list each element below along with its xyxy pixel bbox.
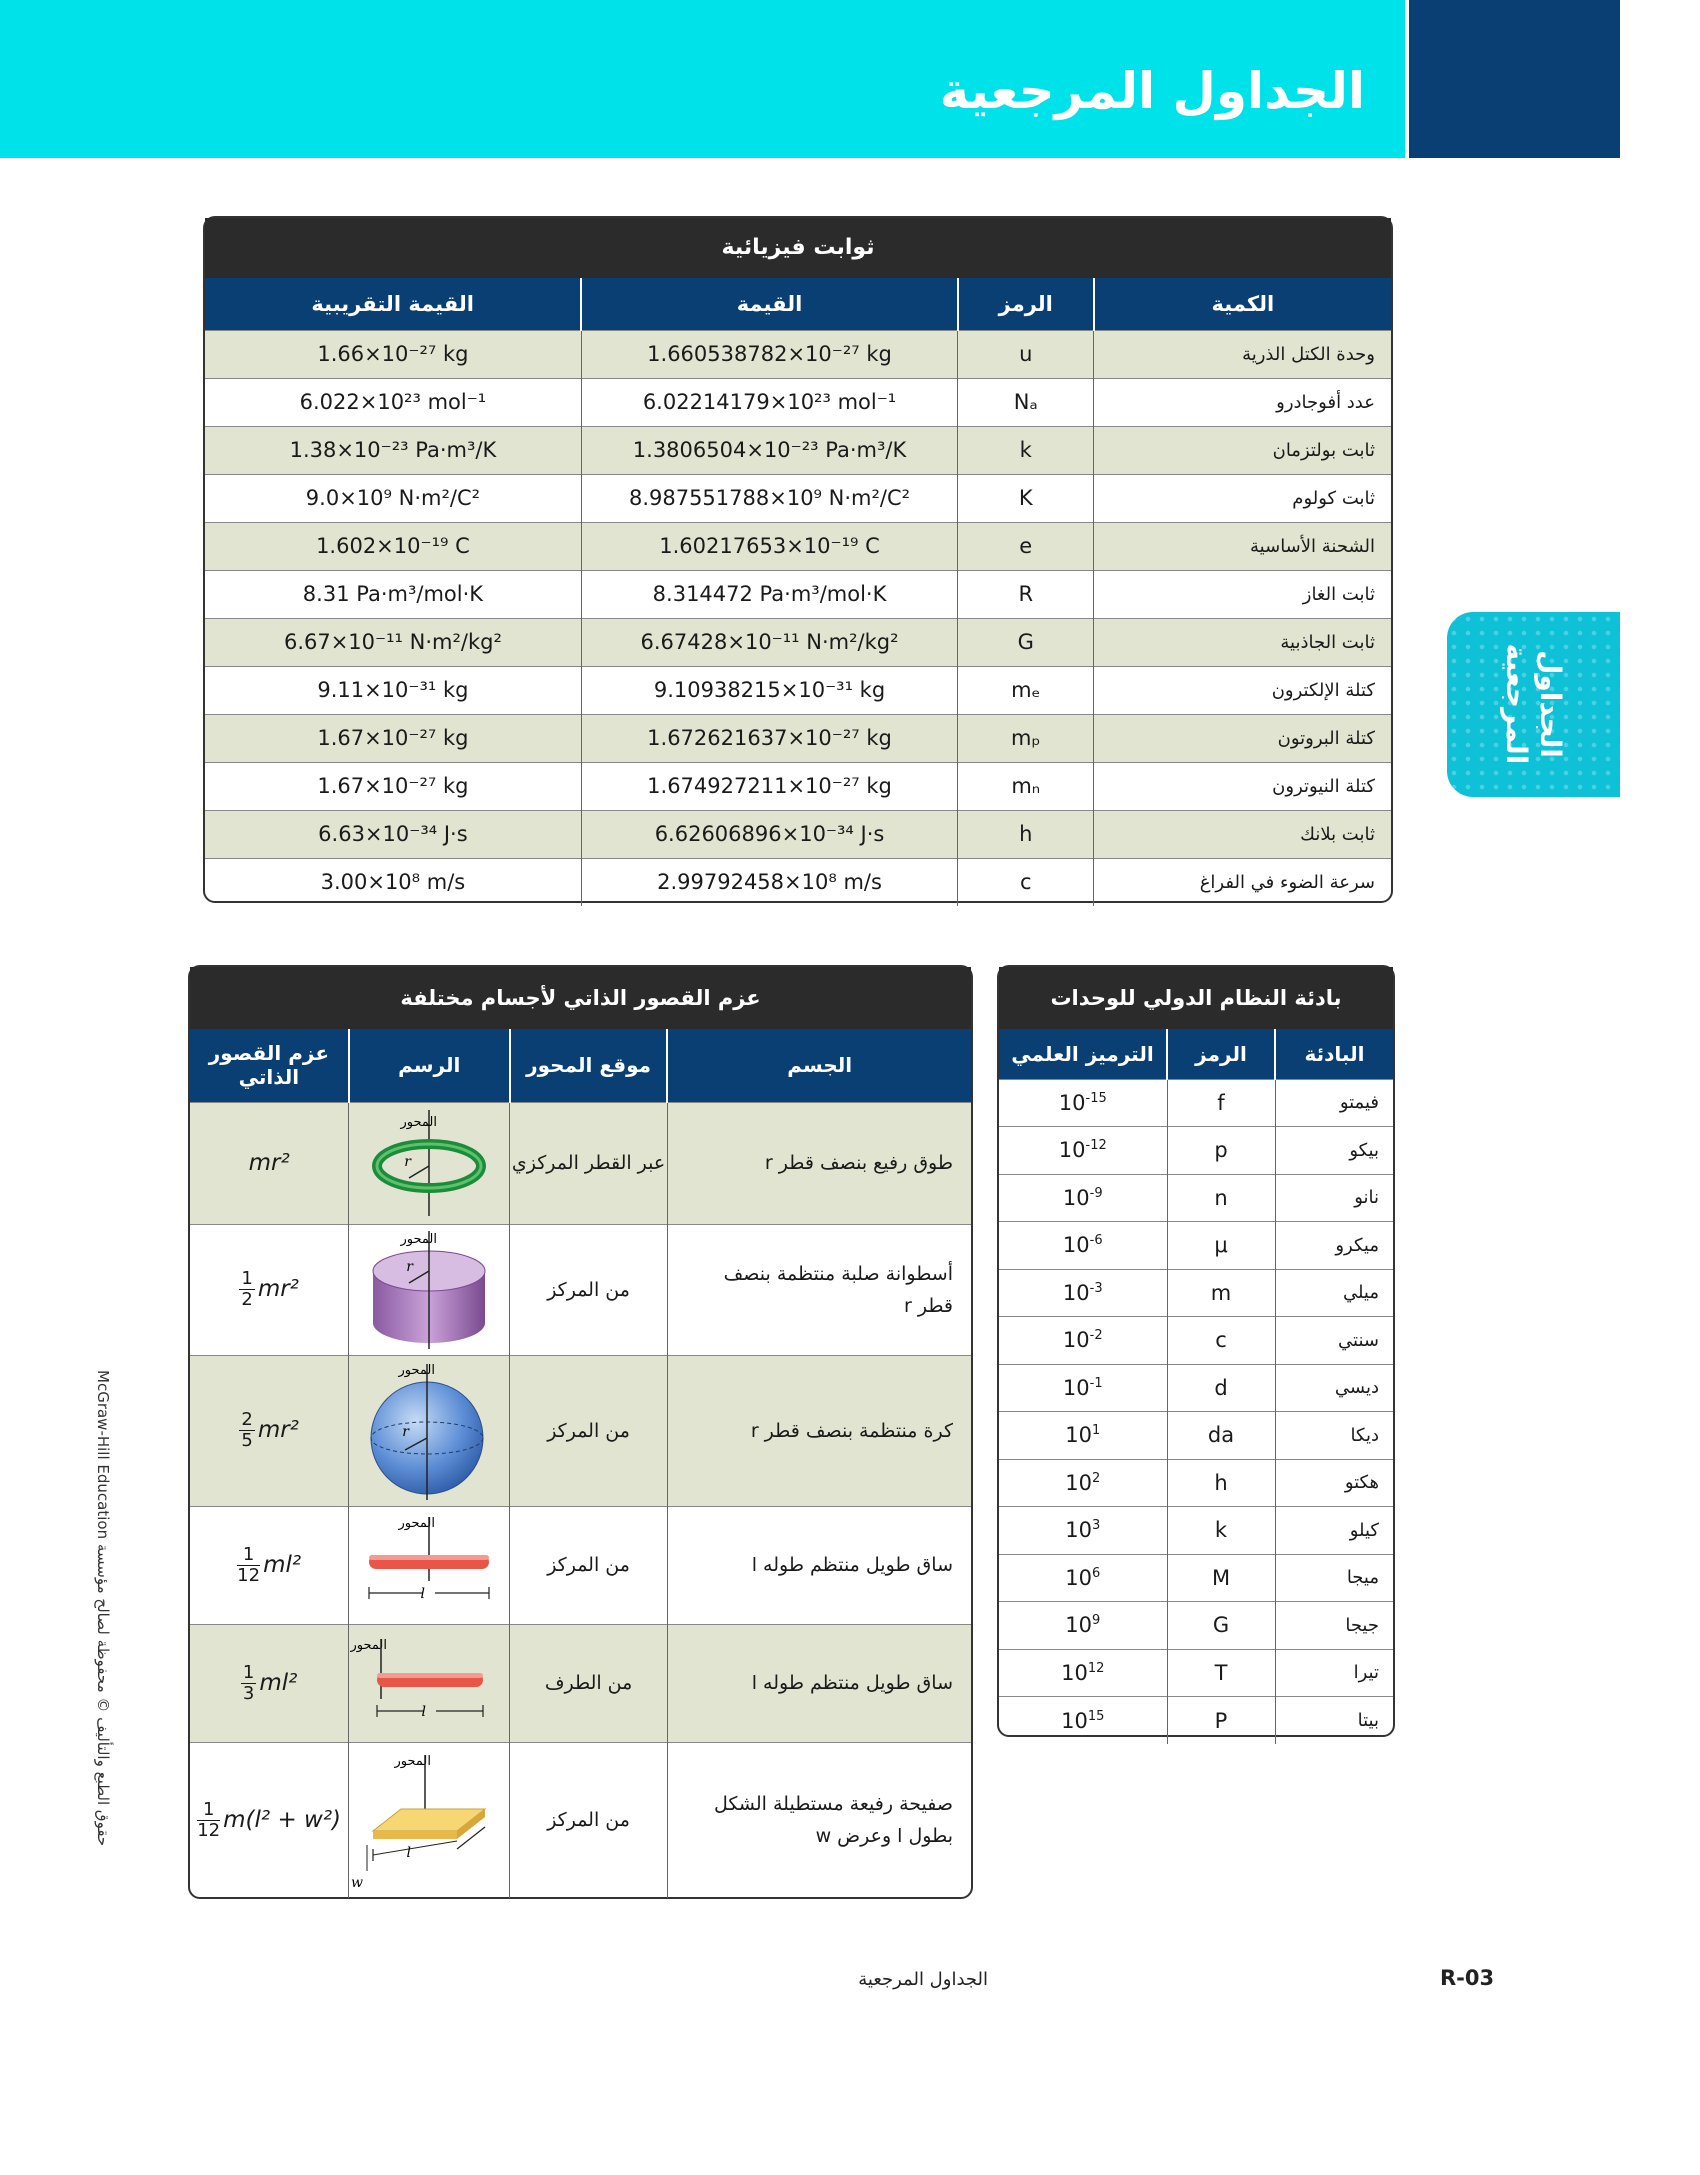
constant-row (205, 378, 1391, 426)
header-notation: الترميز العلمي (999, 1029, 1167, 1079)
constant-row (205, 522, 1391, 570)
axis-cell: من المركز (510, 1355, 668, 1506)
inertia-row (190, 1624, 971, 1742)
axis-cell: من المركز (510, 1224, 668, 1355)
value-cell: 8.314472 Pa·m³/mol·K (581, 570, 957, 618)
inertia-row (190, 1742, 971, 1898)
drawing-cell (349, 1624, 510, 1742)
prefix-name-cell: بيكو (1275, 1127, 1393, 1175)
symbol-cell: u (958, 330, 1094, 378)
fraction-num: 1 (242, 1661, 255, 1683)
cylinder-drawing (359, 1227, 499, 1353)
prefix-symbol-cell: m (1167, 1269, 1275, 1317)
notation-exponent: 9 (1091, 1613, 1101, 1629)
approx-cell: 1.67×10⁻²⁷ kg (205, 714, 581, 762)
prefix-row (999, 1364, 1393, 1412)
prefix-symbol-cell: G (1167, 1602, 1275, 1650)
prefix-name-cell: كيلو (1275, 1507, 1393, 1555)
inertia-row (190, 1506, 971, 1624)
prefix-row (999, 1649, 1393, 1697)
quantity-cell: ثابت الغاز (1094, 570, 1391, 618)
constant-row (205, 810, 1391, 858)
quantity-cell: الشحنة الأساسية (1094, 522, 1391, 570)
quantity-cell: ثابت كولوم (1094, 474, 1391, 522)
section-tab-line-2: المرجعية (1500, 643, 1533, 765)
quantity-cell: كتلة الإلكترون (1094, 666, 1391, 714)
length-label: l (420, 1586, 426, 1602)
notation-exponent: 15 (1087, 1708, 1105, 1724)
drawing-cell (349, 1355, 510, 1506)
page-number: R-03 (1440, 1966, 1495, 1990)
prefix-name-cell: فيمتو (1275, 1079, 1393, 1127)
object-cell: ساق طويل منتظم طوله l (667, 1506, 971, 1624)
symbol-cell: h (958, 810, 1094, 858)
value-cell: 1.672621637×10⁻²⁷ kg (581, 714, 957, 762)
notation-exponent: 1 (1091, 1423, 1101, 1439)
value-cell: 1.60217653×10⁻¹⁹ C (581, 522, 957, 570)
drawing-cell (349, 1506, 510, 1624)
prefix-name-cell: بيتا (1275, 1697, 1393, 1745)
length-label: l (421, 1704, 427, 1720)
approx-cell: 1.66×10⁻²⁷ kg (205, 330, 581, 378)
prefix-name-cell: نانو (1275, 1174, 1393, 1222)
notation-base: 10 (1065, 1470, 1092, 1495)
value-cell: 8.987551788×10⁹ N·m²/C² (581, 474, 957, 522)
axis-label: المحور (400, 1115, 438, 1130)
axis-label: المحور (394, 1754, 432, 1770)
section-tab[interactable] (1447, 612, 1620, 797)
axis-cell: من المركز (510, 1742, 668, 1898)
notation-base: 10 (1058, 1138, 1086, 1163)
constant-row (205, 858, 1391, 906)
prefix-symbol-cell: f (1167, 1079, 1275, 1127)
prefix-symbol-cell: k (1167, 1507, 1275, 1555)
notation-exponent: 3 (1091, 1518, 1101, 1534)
value-cell: 1.674927211×10⁻²⁷ kg (581, 762, 957, 810)
radius-label: r (406, 1258, 414, 1275)
fraction-den: 12 (197, 1819, 221, 1841)
constant-row (205, 426, 1391, 474)
approx-cell: 1.602×10⁻¹⁹ C (205, 522, 581, 570)
notation-base: 10 (1062, 1328, 1090, 1353)
footer-label: الجداول المرجعية (858, 1969, 988, 1990)
axis-label: المحور (350, 1638, 388, 1653)
prefix-row (999, 1697, 1393, 1745)
prefix-row (999, 1412, 1393, 1460)
symbol-cell: R (958, 570, 1094, 618)
notation-exponent: -1 (1089, 1375, 1103, 1391)
prefix-row (999, 1554, 1393, 1602)
moment-cell (190, 1742, 349, 1898)
fraction-den: 3 (242, 1682, 255, 1704)
prefix-name-cell: جيجا (1275, 1602, 1393, 1650)
moment-cell (190, 1355, 349, 1506)
prefix-row (999, 1507, 1393, 1555)
notation-exponent: -9 (1089, 1185, 1103, 1201)
notation-base: 10 (1062, 1185, 1090, 1210)
fraction (239, 1410, 254, 1451)
value-cell: 2.99792458×10⁸ m/s (581, 858, 957, 906)
notation-exponent: -2 (1089, 1328, 1103, 1344)
quantity-cell: عدد أفوجادرو (1094, 378, 1391, 426)
quantity-cell: كتلة البروتون (1094, 714, 1391, 762)
notation-cell (999, 1649, 1167, 1697)
constants-title: ثوابت فيزيائية (205, 218, 1391, 278)
constant-row (205, 714, 1391, 762)
header-approx: القيمة التقريبية (205, 278, 581, 330)
fraction-den: 12 (237, 1564, 261, 1586)
prefix-symbol-cell: P (1167, 1697, 1275, 1745)
prefix-row (999, 1602, 1393, 1650)
sphere-drawing (359, 1358, 499, 1504)
approx-cell: 1.38×10⁻²³ Pa·m³/K (205, 426, 581, 474)
fraction-num: 1 (197, 1800, 220, 1821)
notation-base: 10 (1061, 1708, 1088, 1733)
moment-cell (190, 1224, 349, 1355)
section-tab-line-1: الجداول (1534, 650, 1567, 758)
quantity-cell: وحدة الكتل الذرية (1094, 330, 1391, 378)
page-title: الجداول المرجعية (939, 62, 1365, 120)
notation-cell (999, 1697, 1167, 1745)
notation-cell (999, 1222, 1167, 1270)
constant-row (205, 570, 1391, 618)
notation-cell (999, 1459, 1167, 1507)
notation-exponent: -12 (1085, 1138, 1107, 1154)
approx-cell: 6.022×10²³ mol⁻¹ (205, 378, 581, 426)
approx-cell: 9.0×10⁹ N·m²/C² (205, 474, 581, 522)
notation-exponent: -3 (1089, 1280, 1103, 1296)
notation-base: 10 (1061, 1660, 1088, 1685)
quantity-cell: ثابت بولتزمان (1094, 426, 1391, 474)
header-moment: عزم القصور الذاتي (190, 1029, 349, 1102)
approx-cell: 9.11×10⁻³¹ kg (205, 666, 581, 714)
fraction (239, 1269, 254, 1310)
notation-cell (999, 1554, 1167, 1602)
fraction (241, 1663, 256, 1704)
value-cell: 1.660538782×10⁻²⁷ kg (581, 330, 957, 378)
value-cell: 6.62606896×10⁻³⁴ J·s (581, 810, 957, 858)
prefix-name-cell: تيرا (1275, 1649, 1393, 1697)
header-block (1409, 0, 1620, 158)
prefix-symbol-cell: μ (1167, 1222, 1275, 1270)
prefix-row (999, 1079, 1393, 1127)
constant-row (205, 762, 1391, 810)
prefixes-title: بادئة النظام الدولي للوحدات (999, 967, 1393, 1029)
prefix-symbol-cell: d (1167, 1364, 1275, 1412)
drawing-cell (349, 1102, 510, 1224)
object-cell: ساق طويل منتظم طوله l (667, 1624, 971, 1742)
constant-row (205, 474, 1391, 522)
fraction-num: 1 (241, 1268, 253, 1289)
notation-base: 10 (1058, 1090, 1086, 1115)
inertia-row (190, 1102, 971, 1224)
fraction-num: 2 (241, 1409, 253, 1430)
constant-row (205, 330, 1391, 378)
symbol-cell: k (958, 426, 1094, 474)
header-drawing: الرسم (349, 1029, 510, 1102)
header-object: الجسم (667, 1029, 971, 1102)
drawing-cell (349, 1742, 510, 1898)
notation-cell (999, 1174, 1167, 1222)
approx-cell: 3.00×10⁸ m/s (205, 858, 581, 906)
header-prefix: البادئة (1275, 1029, 1393, 1079)
section-tab-label (1499, 619, 1567, 789)
notation-base: 10 (1065, 1518, 1092, 1543)
width-label: w (351, 1875, 364, 1892)
value-cell: 1.3806504×10⁻²³ Pa·m³/K (581, 426, 957, 474)
prefix-symbol-cell: M (1167, 1554, 1275, 1602)
notation-base: 10 (1065, 1565, 1092, 1590)
approx-cell: 1.67×10⁻²⁷ kg (205, 762, 581, 810)
physical-constants-table (203, 216, 1393, 903)
axis-label: المحور (398, 1516, 436, 1531)
notation-cell (999, 1602, 1167, 1650)
symbol-cell: G (958, 618, 1094, 666)
prefix-symbol-cell: n (1167, 1174, 1275, 1222)
prefix-name-cell: ديسي (1275, 1364, 1393, 1412)
prefix-row (999, 1317, 1393, 1365)
inertia-row (190, 1355, 971, 1506)
fraction-num: 1 (237, 1545, 260, 1566)
symbol-cell: mₙ (958, 762, 1094, 810)
value-cell: 9.10938215×10⁻³¹ kg (581, 666, 957, 714)
plate-drawing (351, 1745, 499, 1895)
prefix-row (999, 1269, 1393, 1317)
moment-cell (190, 1506, 349, 1624)
notation-cell (999, 1317, 1167, 1365)
axis-cell: من المركز (510, 1506, 668, 1624)
notation-cell (999, 1269, 1167, 1317)
radius-label: r (404, 1154, 412, 1170)
approx-cell: 6.63×10⁻³⁴ J·s (205, 810, 581, 858)
quantity-cell: ثابت الجاذبية (1094, 618, 1391, 666)
hoop-drawing (359, 1104, 499, 1222)
prefix-row (999, 1222, 1393, 1270)
prefix-row (999, 1459, 1393, 1507)
prefix-row (999, 1127, 1393, 1175)
prefix-name-cell: سنتي (1275, 1317, 1393, 1365)
object-cell: صفيحة رفيعة مستطيلة الشكل بطول l وعرض w (667, 1742, 971, 1898)
si-prefixes-table (997, 965, 1395, 1737)
prefix-symbol-cell: c (1167, 1317, 1275, 1365)
inertia-title: عزم القصور الذاتي لأجسام مختلفة (190, 967, 971, 1029)
fraction (237, 1545, 260, 1586)
notation-cell (999, 1507, 1167, 1555)
header-prefix-symbol: الرمز (1167, 1029, 1275, 1079)
notation-base: 10 (1062, 1375, 1090, 1400)
notation-cell (999, 1127, 1167, 1175)
prefix-name-cell: هكتو (1275, 1459, 1393, 1507)
header-axis: موقع المحور (510, 1029, 668, 1102)
moment-expr: ml² (263, 1551, 302, 1578)
prefix-row (999, 1174, 1393, 1222)
axis-cell: من الطرف (510, 1624, 668, 1742)
notation-base: 10 (1062, 1233, 1090, 1258)
prefix-symbol-cell: p (1167, 1127, 1275, 1175)
moment-of-inertia-table (188, 965, 973, 1899)
length-label: l (406, 1845, 412, 1862)
notation-base: 10 (1065, 1423, 1092, 1448)
notation-cell (999, 1412, 1167, 1460)
fraction-den: 2 (241, 1289, 253, 1310)
notation-exponent: 2 (1091, 1470, 1101, 1486)
header-symbol: الرمز (958, 278, 1094, 330)
moment-expr: m(l² + w²) (223, 1806, 342, 1833)
prefix-symbol-cell: T (1167, 1649, 1275, 1697)
rod-end-drawing (350, 1627, 499, 1739)
object-cell: أسطوانة صلبة منتظمة بنصف قطر r (667, 1224, 971, 1355)
value-cell: 6.67428×10⁻¹¹ N·m²/kg² (581, 618, 957, 666)
copyright-text: McGraw-Hill Education حقوق الطبع والتأليف © محفوظة لصالح مؤسسة (94, 1370, 112, 1847)
radius-label: r (402, 1423, 410, 1440)
value-cell: 6.02214179×10²³ mol⁻¹ (581, 378, 957, 426)
moment-cell (190, 1102, 349, 1224)
axis-label: المحور (398, 1362, 436, 1378)
constant-row (205, 618, 1391, 666)
notation-cell (999, 1364, 1167, 1412)
quantity-cell: سرعة الضوء في الفراغ (1094, 858, 1391, 906)
notation-cell (999, 1079, 1167, 1127)
prefix-name-cell: ميكرو (1275, 1222, 1393, 1270)
moment-expr: mr² (257, 1276, 299, 1302)
axis-label: المحور (400, 1231, 438, 1247)
symbol-cell: c (958, 858, 1094, 906)
copyright-note (92, 1370, 112, 1870)
symbol-cell: K (958, 474, 1094, 522)
notation-base: 10 (1062, 1280, 1090, 1305)
notation-exponent: -6 (1089, 1233, 1103, 1249)
object-cell: طوق رفيع بنصف قطر r (667, 1102, 971, 1224)
fraction (197, 1800, 220, 1841)
inertia-row (190, 1224, 971, 1355)
constant-row (205, 666, 1391, 714)
prefix-symbol-cell: da (1167, 1412, 1275, 1460)
moment-expr: ml² (259, 1669, 298, 1696)
header-quantity: الكمية (1094, 278, 1391, 330)
prefix-name-cell: ميلي (1275, 1269, 1393, 1317)
symbol-cell: Nₐ (958, 378, 1094, 426)
notation-exponent: -15 (1085, 1090, 1107, 1106)
moment-cell (190, 1624, 349, 1742)
rod-center-drawing (359, 1509, 499, 1621)
quantity-cell: كتلة النيوترون (1094, 762, 1391, 810)
symbol-cell: mₚ (958, 714, 1094, 762)
approx-cell: 6.67×10⁻¹¹ N·m²/kg² (205, 618, 581, 666)
quantity-cell: ثابت بلانك (1094, 810, 1391, 858)
drawing-cell (349, 1224, 510, 1355)
moment-expr: mr² (257, 1417, 299, 1443)
prefix-name-cell: ميجا (1275, 1554, 1393, 1602)
notation-base: 10 (1065, 1613, 1092, 1638)
notation-exponent: 6 (1091, 1565, 1101, 1581)
header-value: القيمة (581, 278, 957, 330)
axis-cell: عبر القطر المركزي (510, 1102, 668, 1224)
prefix-symbol-cell: h (1167, 1459, 1275, 1507)
object-cell: كرة منتظمة بنصف قطر r (667, 1355, 971, 1506)
prefix-name-cell: ديكا (1275, 1412, 1393, 1460)
notation-exponent: 12 (1087, 1660, 1105, 1676)
approx-cell: 8.31 Pa·m³/mol·K (205, 570, 581, 618)
symbol-cell: e (958, 522, 1094, 570)
fraction-den: 5 (241, 1430, 253, 1451)
moment-expr: mr² (248, 1150, 290, 1176)
symbol-cell: mₑ (958, 666, 1094, 714)
